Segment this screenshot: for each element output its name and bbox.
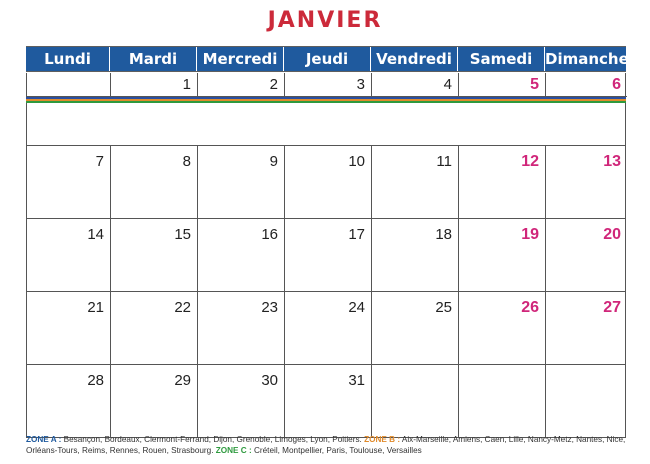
day-cell[interactable]: 5 — [459, 73, 546, 97]
weekday-lundi: Lundi — [26, 47, 110, 71]
weekday-mardi: Mardi — [110, 47, 197, 71]
zone-b-cities: Aix-Marseille, Amiens, Caen, Lille, Nancy-Metz, Nantes, Nice, Orléans-Tours, Reims, Rennes, Rouen, Strasbourg. — [26, 435, 626, 455]
day-cell[interactable]: 1 — [111, 73, 198, 97]
day-cell[interactable]: 18 — [372, 219, 459, 291]
day-cell[interactable]: 23 — [198, 292, 285, 364]
day-cell[interactable] — [546, 365, 627, 437]
day-cell[interactable]: 7 — [27, 146, 111, 218]
day-cell[interactable]: 13 — [603, 153, 621, 170]
day-cell[interactable]: 22 — [111, 292, 198, 364]
school-zones-legend — [26, 434, 636, 456]
weekday-vendredi: Vendredi — [371, 47, 458, 71]
zone-c-cities: Créteil, Montpellier, Paris, Toulouse, Versailles — [251, 446, 422, 455]
day-cell[interactable] — [27, 73, 111, 97]
day-cell[interactable]: 31 — [285, 365, 372, 437]
zone-b-label: ZONE B : — [364, 435, 401, 444]
day-cell[interactable]: 20 — [603, 226, 621, 243]
day-cell[interactable]: 21 — [27, 292, 111, 364]
day-cell[interactable] — [459, 365, 546, 437]
day-cell[interactable]: 15 — [111, 219, 198, 291]
week-row — [27, 292, 625, 365]
day-cell[interactable]: 12 — [459, 146, 546, 218]
day-cell[interactable]: 11 — [372, 146, 459, 218]
day-cell[interactable]: 2 — [198, 73, 285, 97]
week-row — [27, 73, 625, 146]
day-cell[interactable]: 30 — [198, 365, 285, 437]
day-cell[interactable]: 17 — [285, 219, 372, 291]
day-cell[interactable]: 8 — [111, 146, 198, 218]
day-cell[interactable]: 4 — [372, 73, 459, 97]
week-row — [27, 219, 625, 292]
day-cell[interactable]: 10 — [285, 146, 372, 218]
day-cell[interactable]: 16 — [198, 219, 285, 291]
weekday-dimanche: Dimanche — [545, 50, 629, 68]
day-cell[interactable] — [372, 365, 459, 437]
zone-c-label: ZONE C : — [215, 446, 252, 455]
day-cell[interactable]: 3 — [285, 73, 372, 97]
week-row — [27, 365, 625, 438]
day-cell[interactable]: 24 — [285, 292, 372, 364]
day-cell[interactable]: 28 — [27, 365, 111, 437]
zone-c-stripe — [26, 101, 626, 103]
day-cell[interactable]: 9 — [198, 146, 285, 218]
day-cell[interactable]: 19 — [459, 219, 546, 291]
weekday-header — [26, 46, 629, 72]
day-cell[interactable]: 26 — [459, 292, 546, 364]
day-cell[interactable]: 29 — [111, 365, 198, 437]
calendar-grid — [26, 73, 626, 438]
day-cell[interactable]: 27 — [603, 299, 621, 316]
day-cell[interactable]: 25 — [372, 292, 459, 364]
day-cell[interactable]: 14 — [27, 219, 111, 291]
day-cell[interactable]: 6 — [546, 73, 627, 97]
weekday-mercredi: Mercredi — [197, 47, 284, 71]
zone-a-label: ZONE A : — [26, 435, 62, 444]
school-zone-stripes — [26, 97, 626, 103]
month-title: JANVIER — [267, 8, 383, 33]
weekday-samedi: Samedi — [458, 47, 545, 71]
zone-a-cities: Besançon, Bordeaux, Clermont-Ferrand, Dijon, Grenoble, Limoges, Lyon, Poitiers. — [61, 435, 365, 444]
weekday-jeudi: Jeudi — [284, 47, 371, 71]
week-row — [27, 146, 625, 219]
